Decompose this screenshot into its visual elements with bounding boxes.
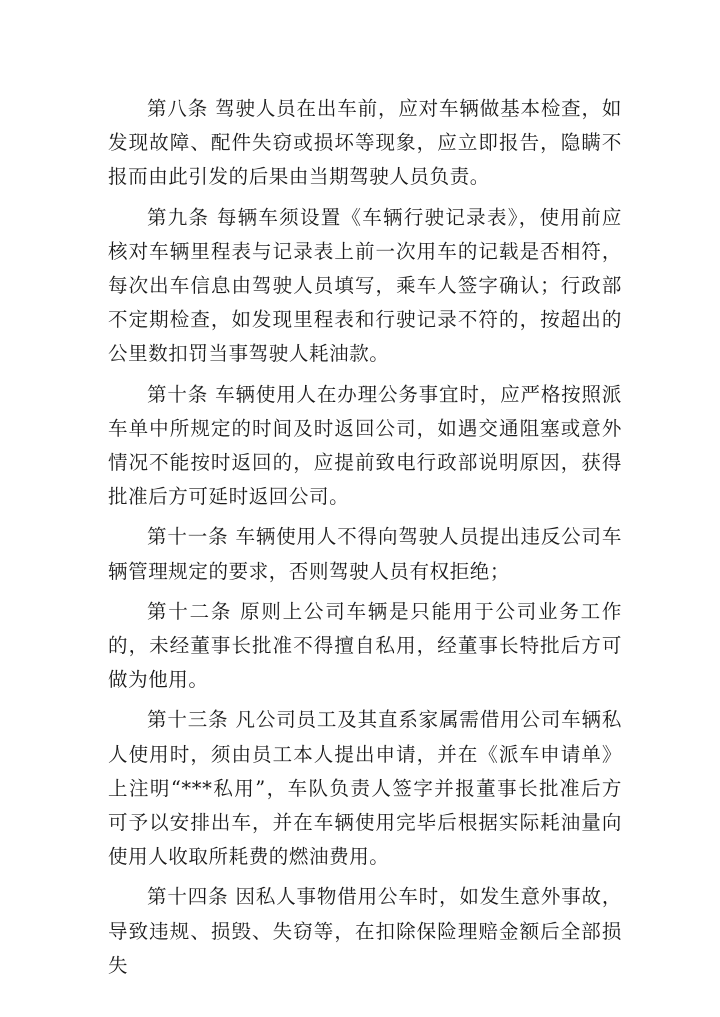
article-13: 第十三条 凡公司员工及其直系家属需借用公司车辆私人使用时，须由员工本人提出申请，并在《派车申请单》上注明“***私用”，车队负责人签字并报董事长批准后方可予以安排出车，并在车辆使用完毕后根据实际耗油量向使用人收取所耗费的燃油费用。 [108, 708, 622, 869]
article-14: 第十四条 因私人事物借用公车时，如发生意外事故，导致违规、损毁、失窃等，在扣除保险理赔金额后全部损失 [108, 885, 622, 977]
article-9: 第九条 每辆车须设置《车辆行驶记录表》，使用前应核对车辆里程表与记录表上前一次用车的记载是否相符，每次出车信息由驾驶人员填写，乘车人签字确认；行政部不定期检查，如发现里程表和行驶记录不符的，按超出的公里数扣罚当事驾驶人耗油款。 [108, 205, 622, 366]
article-12: 第十二条 原则上公司车辆是只能用于公司业务工作的，未经董事长批准不得擅自私用，经董事长特批后方可做为他用。 [108, 599, 622, 692]
document-page [108, 92, 622, 989]
article-8: 第八条 驾驶人员在出车前，应对车辆做基本检查，如发现故障、配件失窃或损坏等现象，应立即报告，隐瞒不报而由此引发的后果由当期驾驶人员负责。 [108, 97, 622, 189]
article-10: 第十条 车辆使用人在办理公务事宜时，应严格按照派车单中所规定的时间及时返回公司，如遇交通阻塞或意外情况不能按时返回的，应提前致电行政部说明原因，获得批准后方可延时返回公司。 [108, 382, 622, 509]
article-11: 第十一条 车辆使用人不得向驾驶人员提出违反公司车辆管理规定的要求，否则驾驶人员有权拒绝； [108, 525, 622, 583]
